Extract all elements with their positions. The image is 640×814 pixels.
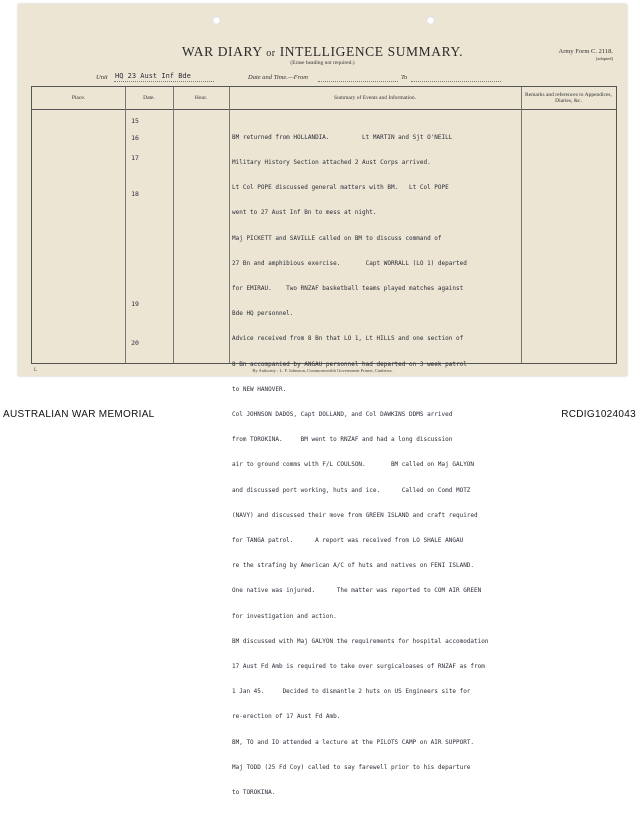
date-cell: 18 bbox=[131, 190, 139, 198]
date-cell: 15 bbox=[131, 117, 139, 125]
to-dotted-line bbox=[411, 81, 501, 82]
summary-line: to NEW HANOVER. bbox=[232, 385, 287, 393]
title-war-diary: WAR DIARY bbox=[181, 44, 263, 59]
header-place: Place. bbox=[71, 95, 86, 101]
summary-line: for EMIRAU. Two RNZAF basketball teams played matches against bbox=[232, 285, 464, 293]
archive-id: RCDIG1024043 bbox=[561, 409, 636, 420]
table-header bbox=[32, 87, 616, 110]
summary-line: 17 Aust Fd Amb is required to take over surgicaloases of RNZAF as from bbox=[232, 663, 485, 671]
form-subtitle: (Erase heading not required.) bbox=[290, 60, 355, 66]
column-divider bbox=[173, 87, 174, 363]
summary-line: One native was injured. The matter was reported to COM AIR GREEN bbox=[232, 587, 482, 595]
from-dotted-line bbox=[318, 81, 398, 82]
printer-imprint: By Authority : L. F. Johnston, Commonwealth Government Printer, Canberra. bbox=[252, 368, 393, 373]
summary-line: Lt Col POPE discussed general matters with BM. Lt Col POPE bbox=[232, 184, 449, 192]
form-title bbox=[18, 44, 627, 60]
archive-caption bbox=[0, 405, 640, 425]
summary-line: 8 Bn accompanied by ANGAU personnel had departed on 3 week patrol bbox=[232, 360, 467, 368]
summary-line: to TOROKINA. bbox=[232, 789, 276, 797]
summary-line: (NAVY) and discussed their move from GREEN ISLAND and craft required bbox=[232, 511, 478, 519]
header-remarks: Remarks and references to Appendices, Diaries, &c. bbox=[525, 92, 612, 104]
archive-name: AUSTRALIAN WAR MEMORIAL bbox=[3, 409, 155, 420]
punch-hole bbox=[426, 16, 435, 25]
date-cell: 17 bbox=[131, 154, 139, 162]
date-cell: 16 bbox=[131, 134, 139, 142]
army-form-note: (adapted) bbox=[596, 56, 613, 61]
to-label: To bbox=[401, 74, 408, 81]
summary-line: from TOROKINA. BM went to RNZAF and had a long discussion bbox=[232, 436, 453, 444]
summary-line: BM discussed with Maj GALYON the requirements for hospital accomodation bbox=[232, 637, 489, 645]
summary-line: Advice received from 8 Bn that LO 1, Lt HILLS and one section of bbox=[232, 335, 464, 343]
summary-line: Col JOHNSON DADOS, Capt DOLLAND, and Col DAWKINS DDMS arrived bbox=[232, 411, 453, 419]
unit-label: Unit bbox=[96, 74, 108, 81]
summary-line: re-erection of 17 Aust Fd Amb. bbox=[232, 713, 341, 721]
punch-hole bbox=[212, 16, 221, 25]
summary-line: 1 Jan 45. Decided to dismantle 2 huts on US Engineers site for bbox=[232, 688, 471, 696]
summary-line: went to 27 Aust Inf Bn to mess at night. bbox=[232, 209, 377, 217]
summary-line: Military History Section attached 2 Aust Corps arrived. bbox=[232, 159, 431, 167]
header-date: Date. bbox=[143, 95, 155, 101]
summary-line: air to ground comms with F/L COULSON. BM called on Maj GALYON bbox=[232, 461, 475, 469]
header-hour: Hour. bbox=[194, 95, 208, 101]
summary-line: for TANGA patrol. A report was received from LO SHALE ANGAU bbox=[232, 537, 464, 545]
summary-line: Bde HQ personnel. bbox=[232, 310, 294, 318]
summary-line: BM, TO and IO attended a lecture at the PILOTS CAMP on AIR SUPPORT. bbox=[232, 738, 475, 746]
title-intelligence-summary: INTELLIGENCE SUMMARY. bbox=[279, 44, 464, 59]
summary-line: for investigation and action. bbox=[232, 612, 337, 620]
summary-line: 27 Bn and amphibious exercise. Capt WORRALL (LO 1) departed bbox=[232, 259, 467, 267]
header-summary: Summary of Events and Information. bbox=[333, 95, 417, 101]
army-form-label: Army Form C. 2118. bbox=[558, 48, 613, 55]
summary-line: and discussed port working, huts and ice. Called on Comd MOTZ bbox=[232, 486, 471, 494]
footer-mark: L bbox=[34, 368, 38, 373]
date-time-label: Date and Time.—From bbox=[248, 74, 308, 81]
unit-dotted-line bbox=[114, 81, 214, 82]
unit-value: HQ 23 Aust Inf Bde bbox=[115, 72, 191, 80]
title-or: or bbox=[266, 48, 276, 59]
date-cell: 19 bbox=[131, 300, 139, 308]
column-divider bbox=[229, 87, 230, 363]
summary-text bbox=[232, 117, 542, 814]
date-cell: 20 bbox=[131, 339, 139, 347]
army-form-number bbox=[559, 48, 613, 62]
summary-line: Maj TODD (25 Fd Coy) called to say farewell prior to his departure bbox=[232, 763, 471, 771]
column-divider bbox=[125, 87, 126, 363]
summary-line: BM returned from HOLLANDIA. Lt MARTIN and Sjt O'NEILL bbox=[232, 133, 453, 141]
summary-line: Maj PICKETT and SAVILLE called on BM to discuss command of bbox=[232, 234, 442, 242]
summary-line: re the strafing by American A/C of huts and natives on FENI ISLAND. bbox=[232, 562, 475, 570]
